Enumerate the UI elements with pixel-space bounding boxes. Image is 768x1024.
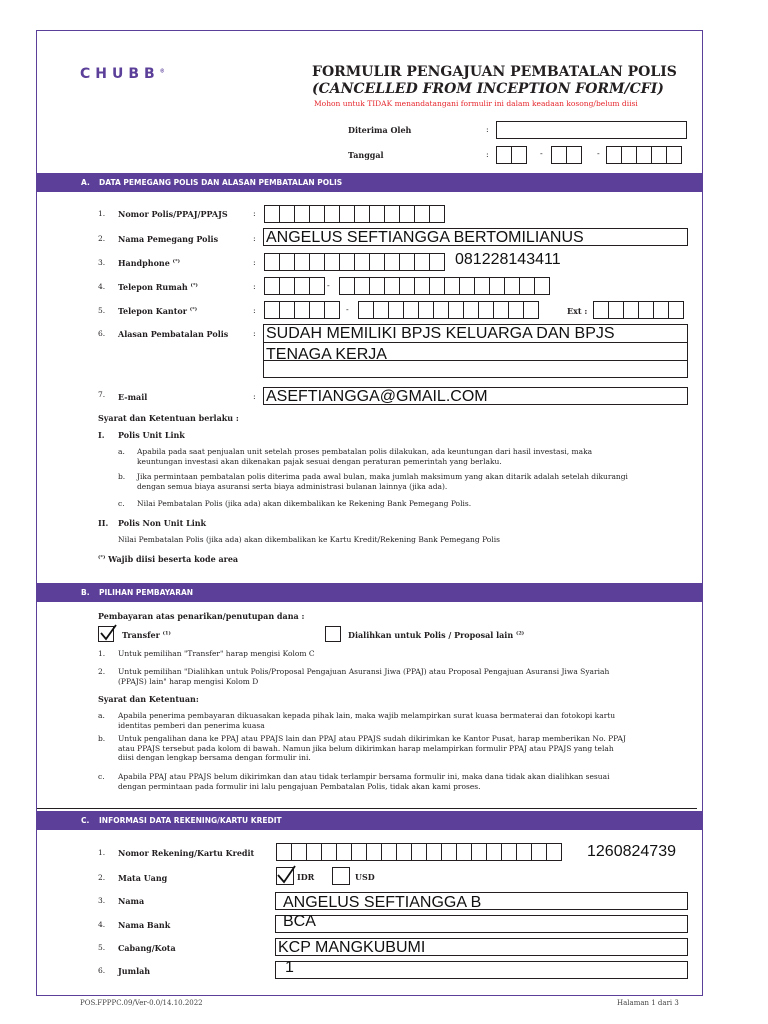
- reason-value-line2: TENAGA KERJA: [266, 346, 387, 363]
- account-number-value: 1260824739: [587, 843, 676, 860]
- check-mark-icon: [98, 623, 118, 643]
- form-code: POS.FPPPC.09/Ver-0.0/14.10.2022: [80, 999, 203, 1007]
- payment-note-2: Untuk pemilihan "Dialihkan untuk Polis/Proposal Pengajuan Asuransi Jiwa (PPAJ) atau Proposal Pengajuan Asuransi Jiwa Syariah (PPAJS) lain" harap mengisi Kolom D: [118, 667, 610, 686]
- bank-name-input[interactable]: [275, 915, 688, 933]
- office-phone-number-cells[interactable]: [358, 301, 538, 319]
- currency-usd-checkbox[interactable]: [332, 867, 350, 885]
- section-b-term-a: Apabila penerima pembayaran dikuasakan kepada pihak lain, maka wajib melampirkan surat kuasa bermaterai dan fotokopi kartu identitas pemberi dan penerima kuasa: [118, 711, 616, 730]
- received-by-input[interactable]: [496, 121, 687, 139]
- reason-label: Alasan Pembatalan Polis: [118, 329, 229, 339]
- section-a-header: A. DATA PEMEGANG POLIS DAN ALASAN PEMBATALAN POLIS: [37, 173, 702, 192]
- holder-name-value: ANGELUS SEFTIANGGA BERTOMILIANUS: [266, 229, 584, 246]
- section-c-header: C. INFORMASI DATA REKENING/KARTU KREDIT: [37, 811, 702, 830]
- email-value: ASEFTIANGGA@GMAIL.COM: [266, 388, 488, 405]
- section-a-terms-title: Syarat dan Ketentuan berlaku :: [98, 413, 239, 423]
- non-unit-link-title: Polis Non Unit Link: [118, 518, 207, 528]
- office-phone-label: Telepon Kantor (*): [118, 306, 198, 316]
- ext-cells[interactable]: [593, 301, 683, 319]
- handphone-cells[interactable]: [264, 253, 444, 271]
- home-phone-label: Telepon Rumah (*): [118, 282, 198, 292]
- policy-number-cells[interactable]: [264, 205, 444, 223]
- amount-value: 1: [285, 959, 294, 976]
- footnote: (*) Wajib diisi beserta kode area: [98, 554, 239, 564]
- transfer-checkbox[interactable]: [98, 626, 114, 642]
- received-by-label: Diterima Oleh: [348, 125, 412, 135]
- branch-value: KCP MANGKUBUMI: [278, 939, 426, 956]
- page-number: Halaman 1 dari 3: [617, 999, 679, 1007]
- currency-usd-label: USD: [355, 872, 375, 882]
- chubb-logo: CHUBB®: [80, 66, 165, 82]
- amount-label: Jumlah: [118, 966, 151, 976]
- handphone-label: Handphone (*): [118, 258, 180, 268]
- section-b-term-b: Untuk pengalihan dana ke PPAJ atau PPAJS lain dan PPAJ atau PPAJS sudah dikirimkan ke Kantor Pusat, harap memberikan No. PPAJ atau PPAJS tersebut pada kolom di bawah. Namun jika belum dikirimkan harap melampirkan formulir PPAJ atau PPAJS yang telah diisi dengan lengkap bersama dengan formulir ini.: [118, 734, 626, 762]
- date-year-cells[interactable]: [606, 146, 681, 164]
- home-phone-area-cells[interactable]: [264, 277, 324, 295]
- currency-label: Mata Uang: [118, 873, 168, 883]
- policy-number-label: Nomor Polis/PPAJ/PPAJS: [118, 209, 228, 219]
- form-title: FORMULIR PENGAJUAN PEMBATALAN POLIS: [312, 64, 677, 80]
- ext-label: Ext :: [567, 306, 588, 316]
- warning-text: Mohon untuk TIDAK menandatangani formulir ini dalam keadaan kosong/belum diisi: [314, 99, 638, 108]
- account-name-value: ANGELUS SEFTIANGGA B: [283, 894, 482, 911]
- unit-link-term-c: Nilai Pembatalan Polis (jika ada) akan dikembalikan ke Rekening Bank Pemegang Polis.: [137, 499, 472, 508]
- account-name-label: Nama: [118, 896, 145, 906]
- currency-idr-checkbox[interactable]: [276, 867, 294, 885]
- office-phone-area-cells[interactable]: [264, 301, 339, 319]
- bank-name-label: Nama Bank: [118, 920, 171, 930]
- check-mark-icon: [275, 864, 297, 886]
- redirect-label: Dialihkan untuk Polis / Proposal lain $^{(2)}$: [348, 630, 525, 640]
- date-day-cells[interactable]: [496, 146, 526, 164]
- home-phone-number-cells[interactable]: [339, 277, 549, 295]
- email-label: E-mail: [118, 392, 148, 402]
- section-b-term-c: Apabila PPAJ atau PPAJS belum dikirimkan dan atau tidak terlampir bersama formulir ini, maka dana tidak akan dialihkan sesuai dengan permintaan pada formulir ini lalu pengajuan Pembatalan Polis, tidak akan kami proses.: [118, 772, 610, 791]
- unit-link-title: Polis Unit Link: [118, 430, 185, 440]
- bank-name-value: BCA: [283, 913, 316, 930]
- unit-link-term-a: Apabila pada saat penjualan unit setelah proses pembatalan polis dilakukan, ada keuntungan dari hasil investasi, maka keuntungan investasi akan dikenakan pajak sesuai dengan peraturan pemerintah yang berlaku.: [137, 447, 593, 466]
- transfer-label: Transfer $^{(1)}$: [122, 630, 171, 640]
- payment-intro: Pembayaran atas penarikan/penutupan dana :: [98, 611, 305, 621]
- section-b-terms-title: Syarat dan Ketentuan:: [98, 694, 199, 704]
- account-number-cells[interactable]: [276, 843, 561, 861]
- form-subtitle: (CANCELLED FROM INCEPTION FORM/CFI): [312, 81, 664, 97]
- payment-note-1: Untuk pemilihan "Transfer" harap mengisi Kolom C: [118, 649, 315, 658]
- redirect-checkbox[interactable]: [325, 626, 341, 642]
- non-unit-link-text: Nilai Pembatalan Polis (jika ada) akan dikembalikan ke Kartu Kredit/Rekening Bank Pemegang Polis: [118, 535, 500, 544]
- date-label: Tanggal: [348, 150, 384, 160]
- account-number-label: Nomor Rekening/Kartu Kredit: [118, 848, 255, 858]
- branch-label: Cabang/Kota: [118, 943, 176, 953]
- handphone-value: 081228143411: [455, 251, 561, 268]
- amount-input[interactable]: [275, 961, 688, 979]
- currency-idr-label: IDR: [297, 872, 315, 882]
- reason-value-line1: SUDAH MEMILIKI BPJS KELUARGA DAN BPJS: [266, 325, 615, 342]
- date-month-cells[interactable]: [551, 146, 581, 164]
- section-b-header: B. PILIHAN PEMBAYARAN: [37, 583, 702, 602]
- unit-link-term-b: Jika permintaan pembatalan polis diterima pada awal bulan, maka jumlah maksimum yang akan ditarik adalah setelah dikurangi dengan semua biaya asuransi serta biaya administrasi bulanan lainnya (jika ada).: [137, 472, 628, 491]
- holder-name-label: Nama Pemegang Polis: [118, 234, 219, 244]
